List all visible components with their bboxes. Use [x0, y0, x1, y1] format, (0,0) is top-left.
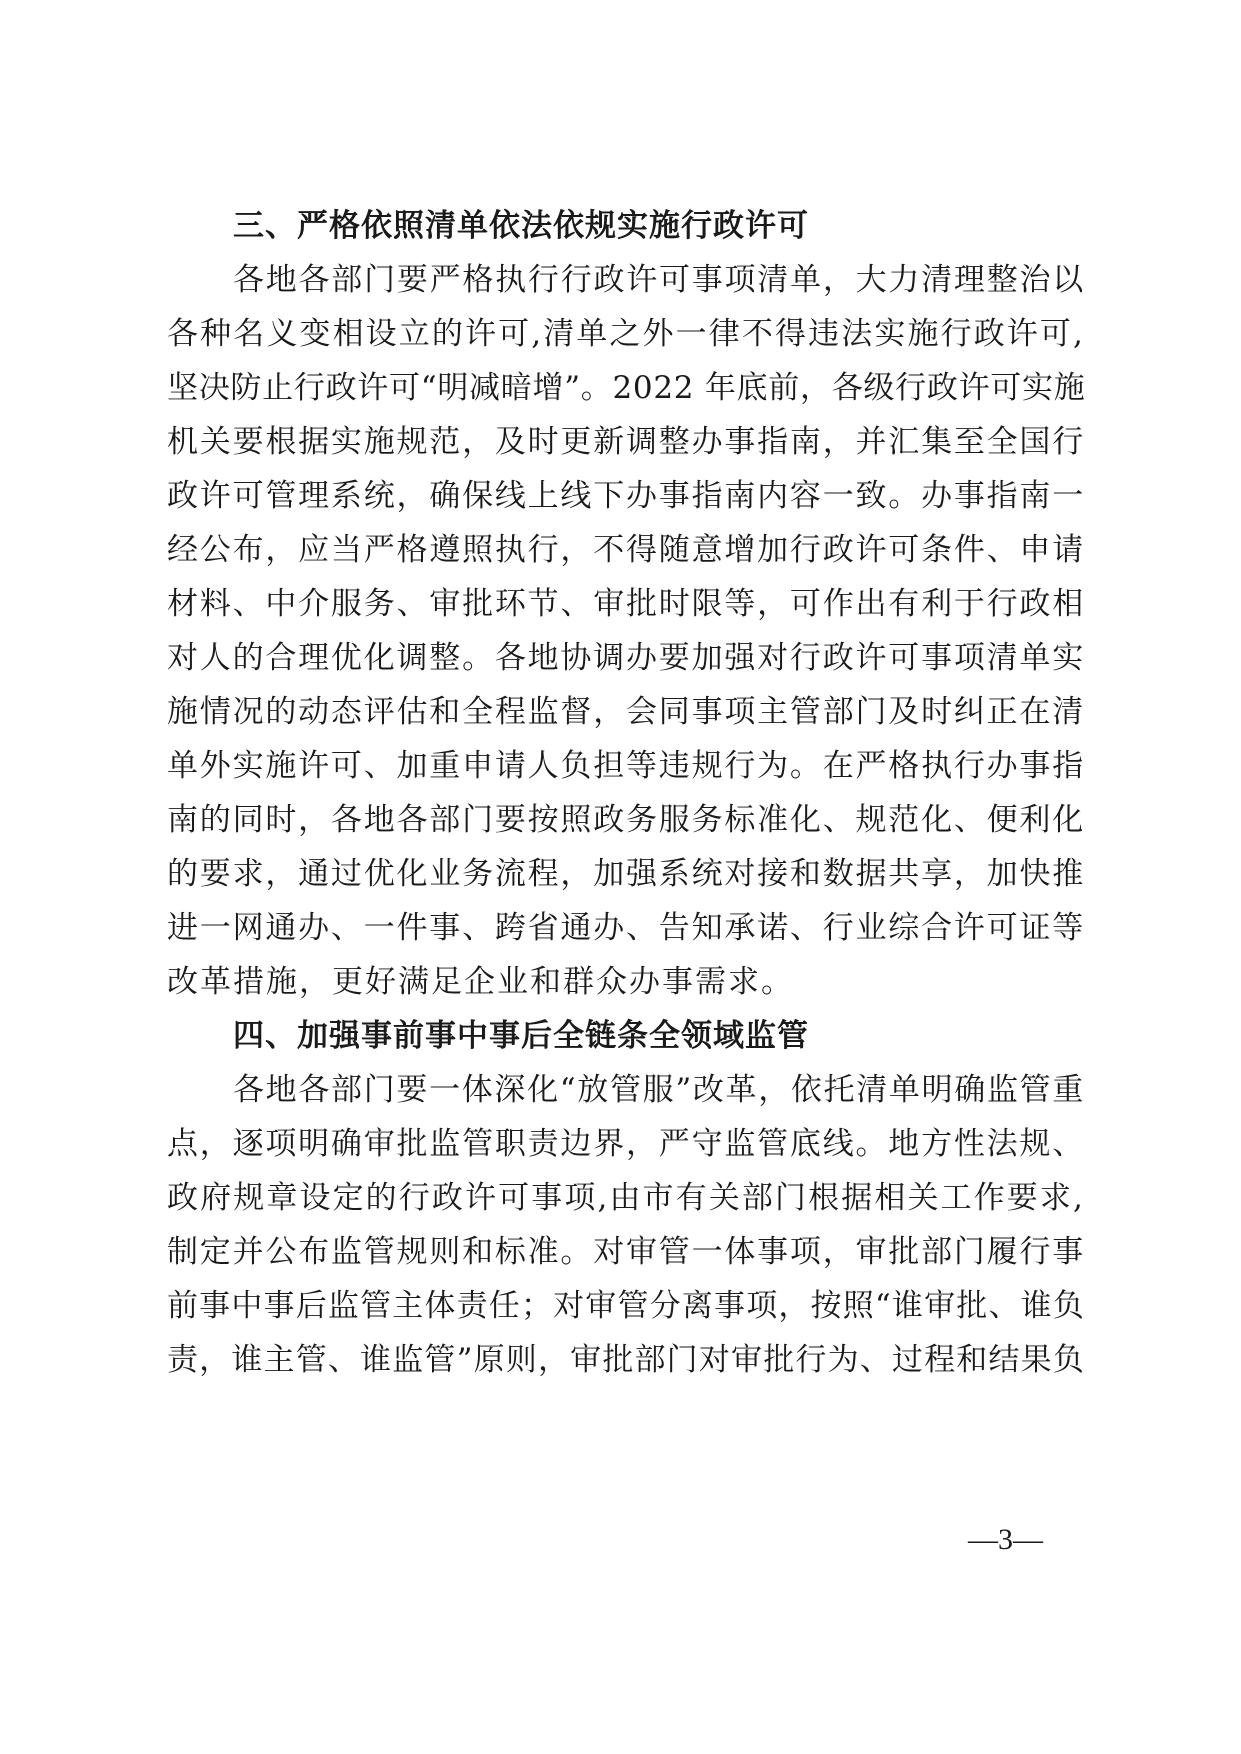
paragraph-line: 前事中事后监管主体责任；对审管分离事项，按照“谁审批、谁负	[167, 1288, 1085, 1324]
paragraph-line: 的要求，通过优化业务流程，加强系统对接和数据共享，加快推	[167, 856, 1085, 892]
paragraph-line: 各地各部门要严格执行行政许可事项清单，大力清理整治以	[233, 262, 1085, 298]
paragraph-line: 施情况的动态评估和全程监督，会同事项主管部门及时纠正在清	[167, 694, 1085, 730]
page-number: —3—	[968, 1523, 1043, 1556]
paragraph-line: 点，逐项明确审批监管职责边界，严守监管底线。地方性法规、	[167, 1126, 1085, 1162]
paragraph-line: 经公布，应当严格遵照执行，不得随意增加行政许可条件、申请	[167, 532, 1085, 568]
section-heading-3: 三、严格依照清单依法依规实施行政许可	[233, 208, 809, 244]
paragraph-line: 改革措施，更好满足企业和群众办事需求。	[167, 964, 794, 1000]
paragraph-line: 机关要根据实施规范，及时更新调整办事指南，并汇集至全国行	[167, 424, 1085, 460]
paragraph-line: 单外实施许可、加重申请人负担等违规行为。在严格执行办事指	[167, 748, 1085, 784]
paragraph-line: 进一网通办、一件事、跨省通办、告知承诺、行业综合许可证等	[167, 910, 1085, 946]
paragraph-line: 各地各部门要一体深化“放管服”改革，依托清单明确监管重	[233, 1072, 1085, 1108]
section-heading-4: 四、加强事前事中事后全链条全领域监管	[233, 1018, 809, 1054]
paragraph-line: 制定并公布监管规则和标准。对审管一体事项，审批部门履行事	[167, 1234, 1085, 1270]
paragraph-line: 政府规章设定的行政许可事项,由市有关部门根据相关工作要求,	[167, 1180, 1085, 1216]
paragraph-line: 南的同时，各地各部门要按照政务服务标准化、规范化、便利化	[167, 802, 1085, 838]
paragraph-line: 材料、中介服务、审批环节、审批时限等，可作出有利于行政相	[167, 586, 1085, 622]
paragraph-line: 责，谁主管、谁监管”原则，审批部门对审批行为、过程和结果负	[167, 1342, 1085, 1378]
paragraph-line: 各种名义变相设立的许可,清单之外一律不得违法实施行政许可,	[167, 316, 1085, 352]
paragraph-line: 对人的合理优化调整。各地协调办要加强对行政许可事项清单实	[167, 640, 1085, 676]
paragraph-line: 坚决防止行政许可“明减暗增”。2022 年底前，各级行政许可实施	[167, 370, 1086, 406]
paragraph-line: 政许可管理系统，确保线上线下办事指南内容一致。办事指南一	[167, 478, 1085, 514]
